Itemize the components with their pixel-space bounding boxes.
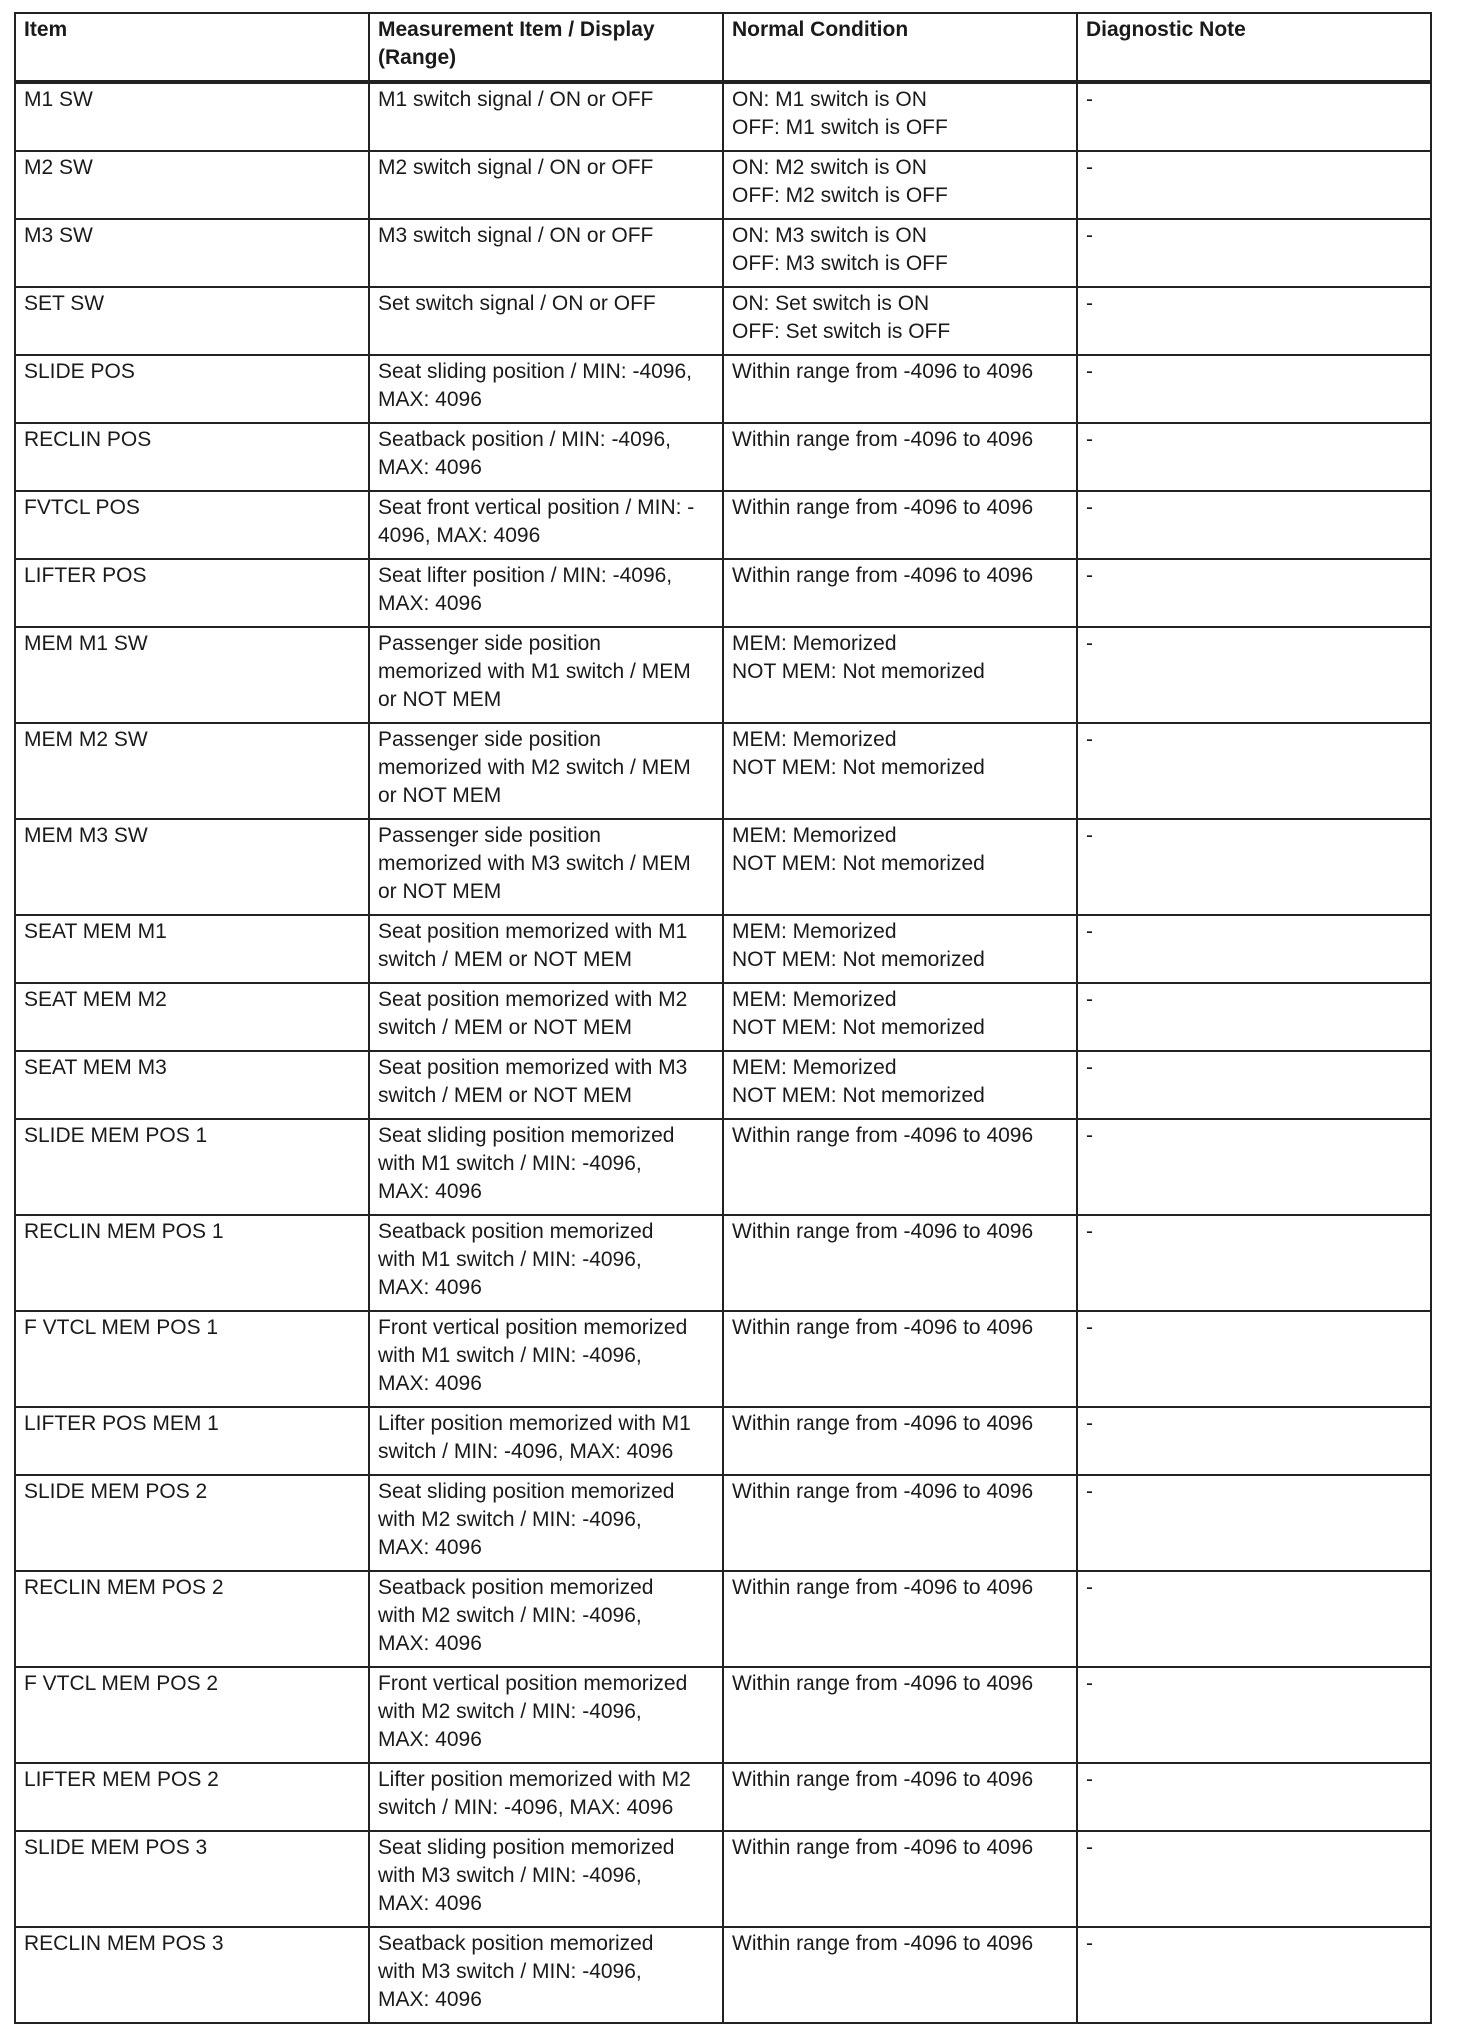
cell-normal-condition: Within range from -4096 to 4096 xyxy=(723,491,1077,559)
header-row xyxy=(15,13,1431,82)
cell-diagnostic-note: - xyxy=(1077,82,1431,151)
cell-item: SET SW xyxy=(15,287,369,355)
cell-normal-condition: Within range from -4096 to 4096 xyxy=(723,1311,1077,1407)
table-row xyxy=(15,819,1431,915)
cell-diagnostic-note: - xyxy=(1077,983,1431,1051)
table-row xyxy=(15,355,1431,423)
cell-measurement: Front vertical position memorized with M2 switch / MIN: -4096, MAX: 4096 xyxy=(369,1667,723,1763)
cell-item: MEM M2 SW xyxy=(15,723,369,819)
cell-diagnostic-note: - xyxy=(1077,1119,1431,1215)
cell-normal-condition: MEM: Memorized NOT MEM: Not memorized xyxy=(723,983,1077,1051)
cell-diagnostic-note: - xyxy=(1077,287,1431,355)
header-measurement: Measurement Item / Display (Range) xyxy=(369,13,723,82)
cell-normal-condition: ON: M3 switch is ON OFF: M3 switch is OFF xyxy=(723,219,1077,287)
cell-normal-condition: Within range from -4096 to 4096 xyxy=(723,1407,1077,1475)
cell-item: SLIDE POS xyxy=(15,355,369,423)
table-row xyxy=(15,1311,1431,1407)
cell-diagnostic-note: - xyxy=(1077,819,1431,915)
cell-normal-condition: Within range from -4096 to 4096 xyxy=(723,1667,1077,1763)
cell-diagnostic-note: - xyxy=(1077,1667,1431,1763)
cell-measurement: Seat sliding position / MIN: -4096, MAX: 4096 xyxy=(369,355,723,423)
table-row xyxy=(15,423,1431,491)
cell-normal-condition: Within range from -4096 to 4096 xyxy=(723,1571,1077,1667)
cell-normal-condition: ON: M1 switch is ON OFF: M1 switch is OFF xyxy=(723,82,1077,151)
table-row xyxy=(15,287,1431,355)
cell-diagnostic-note: - xyxy=(1077,627,1431,723)
cell-item: FVTCL POS xyxy=(15,491,369,559)
cell-normal-condition: Within range from -4096 to 4096 xyxy=(723,423,1077,491)
table-row xyxy=(15,1667,1431,1763)
cell-diagnostic-note: - xyxy=(1077,1311,1431,1407)
cell-diagnostic-note: - xyxy=(1077,491,1431,559)
table-body xyxy=(15,82,1431,2023)
table-row xyxy=(15,1215,1431,1311)
cell-measurement: M3 switch signal / ON or OFF xyxy=(369,219,723,287)
table-row xyxy=(15,1763,1431,1831)
table-row xyxy=(15,559,1431,627)
cell-diagnostic-note: - xyxy=(1077,219,1431,287)
header-normal-condition: Normal Condition xyxy=(723,13,1077,82)
data-monitor-table xyxy=(14,12,1432,2024)
cell-measurement: Set switch signal / ON or OFF xyxy=(369,287,723,355)
cell-diagnostic-note: - xyxy=(1077,915,1431,983)
cell-measurement: Seatback position memorized with M2 switch / MIN: -4096, MAX: 4096 xyxy=(369,1571,723,1667)
cell-item: SEAT MEM M2 xyxy=(15,983,369,1051)
cell-diagnostic-note: - xyxy=(1077,1927,1431,2023)
header-diagnostic-note: Diagnostic Note xyxy=(1077,13,1431,82)
cell-normal-condition: Within range from -4096 to 4096 xyxy=(723,1831,1077,1927)
cell-diagnostic-note: - xyxy=(1077,1215,1431,1311)
table-row xyxy=(15,219,1431,287)
cell-measurement: M2 switch signal / ON or OFF xyxy=(369,151,723,219)
cell-diagnostic-note: - xyxy=(1077,723,1431,819)
cell-measurement: Lifter position memorized with M1 switch / MIN: -4096, MAX: 4096 xyxy=(369,1407,723,1475)
table-row xyxy=(15,627,1431,723)
cell-measurement: Seat sliding position memorized with M1 switch / MIN: -4096, MAX: 4096 xyxy=(369,1119,723,1215)
cell-item: SEAT MEM M1 xyxy=(15,915,369,983)
cell-diagnostic-note: - xyxy=(1077,1475,1431,1571)
table-row xyxy=(15,1051,1431,1119)
cell-measurement: Seat front vertical position / MIN: - 4096, MAX: 4096 xyxy=(369,491,723,559)
cell-measurement: Seat sliding position memorized with M3 switch / MIN: -4096, MAX: 4096 xyxy=(369,1831,723,1927)
table-row xyxy=(15,915,1431,983)
cell-item: SEAT MEM M3 xyxy=(15,1051,369,1119)
cell-normal-condition: MEM: Memorized NOT MEM: Not memorized xyxy=(723,819,1077,915)
cell-diagnostic-note: - xyxy=(1077,559,1431,627)
cell-item: M1 SW xyxy=(15,82,369,151)
cell-normal-condition: Within range from -4096 to 4096 xyxy=(723,1763,1077,1831)
cell-diagnostic-note: - xyxy=(1077,151,1431,219)
cell-measurement: M1 switch signal / ON or OFF xyxy=(369,82,723,151)
header-item: Item xyxy=(15,13,369,82)
cell-normal-condition: MEM: Memorized NOT MEM: Not memorized xyxy=(723,1051,1077,1119)
cell-diagnostic-note: - xyxy=(1077,1407,1431,1475)
cell-measurement: Seat position memorized with M2 switch / MEM or NOT MEM xyxy=(369,983,723,1051)
cell-measurement: Seat sliding position memorized with M2 switch / MIN: -4096, MAX: 4096 xyxy=(369,1475,723,1571)
table-row xyxy=(15,491,1431,559)
table-row xyxy=(15,723,1431,819)
cell-item: RECLIN MEM POS 3 xyxy=(15,1927,369,2023)
cell-normal-condition: Within range from -4096 to 4096 xyxy=(723,1215,1077,1311)
cell-measurement: Seat position memorized with M3 switch / MEM or NOT MEM xyxy=(369,1051,723,1119)
table-row xyxy=(15,1927,1431,2023)
table-row xyxy=(15,1571,1431,1667)
cell-measurement: Passenger side position memorized with M1 switch / MEM or NOT MEM xyxy=(369,627,723,723)
cell-normal-condition: ON: Set switch is ON OFF: Set switch is OFF xyxy=(723,287,1077,355)
cell-normal-condition: ON: M2 switch is ON OFF: M2 switch is OFF xyxy=(723,151,1077,219)
cell-normal-condition: Within range from -4096 to 4096 xyxy=(723,1475,1077,1571)
table-row xyxy=(15,983,1431,1051)
cell-item: SLIDE MEM POS 3 xyxy=(15,1831,369,1927)
cell-measurement: Seat position memorized with M1 switch / MEM or NOT MEM xyxy=(369,915,723,983)
cell-normal-condition: MEM: Memorized NOT MEM: Not memorized xyxy=(723,627,1077,723)
cell-item: RECLIN POS xyxy=(15,423,369,491)
cell-item: MEM M3 SW xyxy=(15,819,369,915)
cell-normal-condition: Within range from -4096 to 4096 xyxy=(723,1119,1077,1215)
cell-measurement: Seatback position memorized with M1 switch / MIN: -4096, MAX: 4096 xyxy=(369,1215,723,1311)
cell-measurement: Lifter position memorized with M2 switch / MIN: -4096, MAX: 4096 xyxy=(369,1763,723,1831)
cell-diagnostic-note: - xyxy=(1077,355,1431,423)
cell-measurement: Passenger side position memorized with M2 switch / MEM or NOT MEM xyxy=(369,723,723,819)
cell-diagnostic-note: - xyxy=(1077,1831,1431,1927)
cell-measurement: Seatback position / MIN: -4096, MAX: 4096 xyxy=(369,423,723,491)
table-row xyxy=(15,1475,1431,1571)
cell-diagnostic-note: - xyxy=(1077,1763,1431,1831)
cell-item: LIFTER POS xyxy=(15,559,369,627)
cell-normal-condition: Within range from -4096 to 4096 xyxy=(723,1927,1077,2023)
table-row xyxy=(15,1407,1431,1475)
cell-item: F VTCL MEM POS 1 xyxy=(15,1311,369,1407)
cell-diagnostic-note: - xyxy=(1077,423,1431,491)
cell-normal-condition: MEM: Memorized NOT MEM: Not memorized xyxy=(723,915,1077,983)
cell-measurement: Front vertical position memorized with M1 switch / MIN: -4096, MAX: 4096 xyxy=(369,1311,723,1407)
table-row xyxy=(15,82,1431,151)
cell-item: SLIDE MEM POS 1 xyxy=(15,1119,369,1215)
cell-normal-condition: Within range from -4096 to 4096 xyxy=(723,355,1077,423)
cell-item: F VTCL MEM POS 2 xyxy=(15,1667,369,1763)
cell-measurement: Seatback position memorized with M3 switch / MIN: -4096, MAX: 4096 xyxy=(369,1927,723,2023)
table-header xyxy=(15,13,1431,82)
cell-normal-condition: MEM: Memorized NOT MEM: Not memorized xyxy=(723,723,1077,819)
cell-item: SLIDE MEM POS 2 xyxy=(15,1475,369,1571)
cell-measurement: Passenger side position memorized with M3 switch / MEM or NOT MEM xyxy=(369,819,723,915)
cell-item: MEM M1 SW xyxy=(15,627,369,723)
table-row xyxy=(15,151,1431,219)
document-page xyxy=(14,12,1430,2024)
cell-item: LIFTER MEM POS 2 xyxy=(15,1763,369,1831)
cell-normal-condition: Within range from -4096 to 4096 xyxy=(723,559,1077,627)
table-row xyxy=(15,1119,1431,1215)
table-row xyxy=(15,1831,1431,1927)
cell-item: M3 SW xyxy=(15,219,369,287)
cell-item: RECLIN MEM POS 1 xyxy=(15,1215,369,1311)
cell-diagnostic-note: - xyxy=(1077,1571,1431,1667)
cell-item: LIFTER POS MEM 1 xyxy=(15,1407,369,1475)
cell-measurement: Seat lifter position / MIN: -4096, MAX: 4096 xyxy=(369,559,723,627)
cell-diagnostic-note: - xyxy=(1077,1051,1431,1119)
cell-item: M2 SW xyxy=(15,151,369,219)
cell-item: RECLIN MEM POS 2 xyxy=(15,1571,369,1667)
